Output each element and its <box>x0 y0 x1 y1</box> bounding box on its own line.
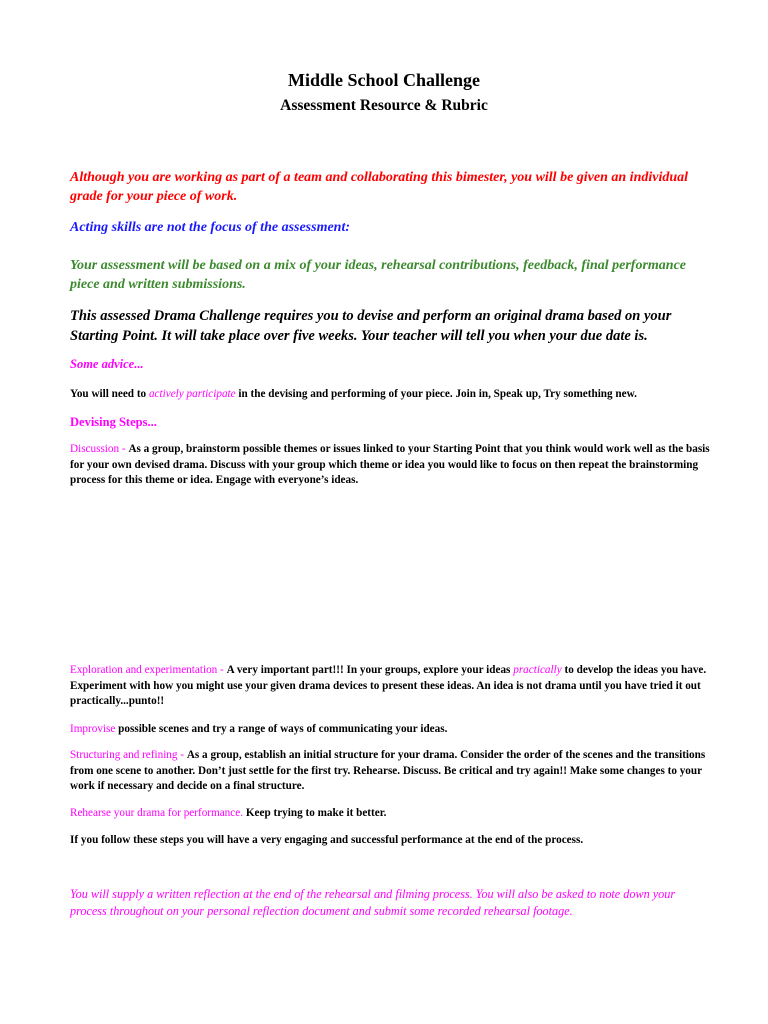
exploration-paragraph <box>70 663 710 710</box>
devising-steps-heading: Devising Steps... <box>70 415 157 429</box>
rehearse-label: Rehearse your drama for performance. <box>70 807 244 819</box>
reflection-paragraph: You will supply a written reflection at the end of the rehearsal and filming process. You will also be asked to note down your process throughout on your personal reflection document and submit some recorded rehearsal footage. <box>70 887 676 918</box>
discussion-text: As a group, brainstorm possible themes or issues linked to your Starting Point that you think would work well as the basis for your own devised drama. Discuss with your group which theme or idea you would like to focus on then repeat the brainstorming process for this theme or idea. Engage with everyone’s ideas. <box>70 443 710 486</box>
advice-text-pre: You will need to <box>70 388 149 400</box>
acting-skills-note: Acting skills are not the focus of the assessment: <box>70 220 351 235</box>
advice-heading: Some advice... <box>70 357 144 371</box>
assessment-basis-note: Your assessment will be based on a mix of your ideas, rehearsal contributions, feedback, final performance piece and written submissions. <box>70 258 687 292</box>
page-subtitle: Assessment Resource & Rubric <box>280 97 488 114</box>
team-grade-note: Although you are working as part of a team and collaborating this bimester, you will be given an individual grade for your piece of work. <box>70 170 689 204</box>
advice-text-post: in the devising and performing of your piece. Join in, Speak up, Try something new. <box>235 388 637 400</box>
rehearse-text: Keep trying to make it better. <box>243 807 387 819</box>
improvise-text: possible scenes and try a range of ways of communicating your ideas. <box>115 723 448 735</box>
exploration-text-pre: A very important part!!! In your groups, explore your ideas <box>226 664 514 676</box>
advice-highlight: actively participate <box>148 388 236 400</box>
exploration-label: Exploration and experimentation - <box>70 664 227 676</box>
structuring-text: As a group, establish an initial structure for your drama. Consider the order of the scenes and the transitions from one scene to another. Don’t just settle for the first try. Rehearse. Discuss. Be critical and try again!! Make some changes to your work if necessary and decide on a final structure. <box>70 749 706 792</box>
follow-steps-paragraph: If you follow these steps you will have a very engaging and successful performance at the end of the process. <box>70 834 584 846</box>
page-title: Middle School Challenge <box>287 70 480 90</box>
exploration-text-post: to develop the ideas you have. Experiment with how you might use your given drama devices to present these ideas. An idea is not drama until you have tried it out practically...punto!! <box>70 664 707 707</box>
improvise-paragraph <box>70 722 710 738</box>
advice-paragraph <box>70 387 710 403</box>
structuring-paragraph <box>70 748 710 795</box>
drama-challenge-note: This assessed Drama Challenge requires you to devise and perform an original drama based on your Starting Point. It will take place over five weeks. Your teacher will tell you when your due date is. <box>70 308 672 344</box>
rehearse-paragraph <box>70 806 710 822</box>
structuring-label: Structuring and refining - <box>70 749 187 761</box>
discussion-paragraph <box>70 442 710 489</box>
improvise-label: Improvise <box>70 723 116 735</box>
exploration-highlight: practically <box>513 664 562 676</box>
discussion-label: Discussion - <box>70 443 129 455</box>
